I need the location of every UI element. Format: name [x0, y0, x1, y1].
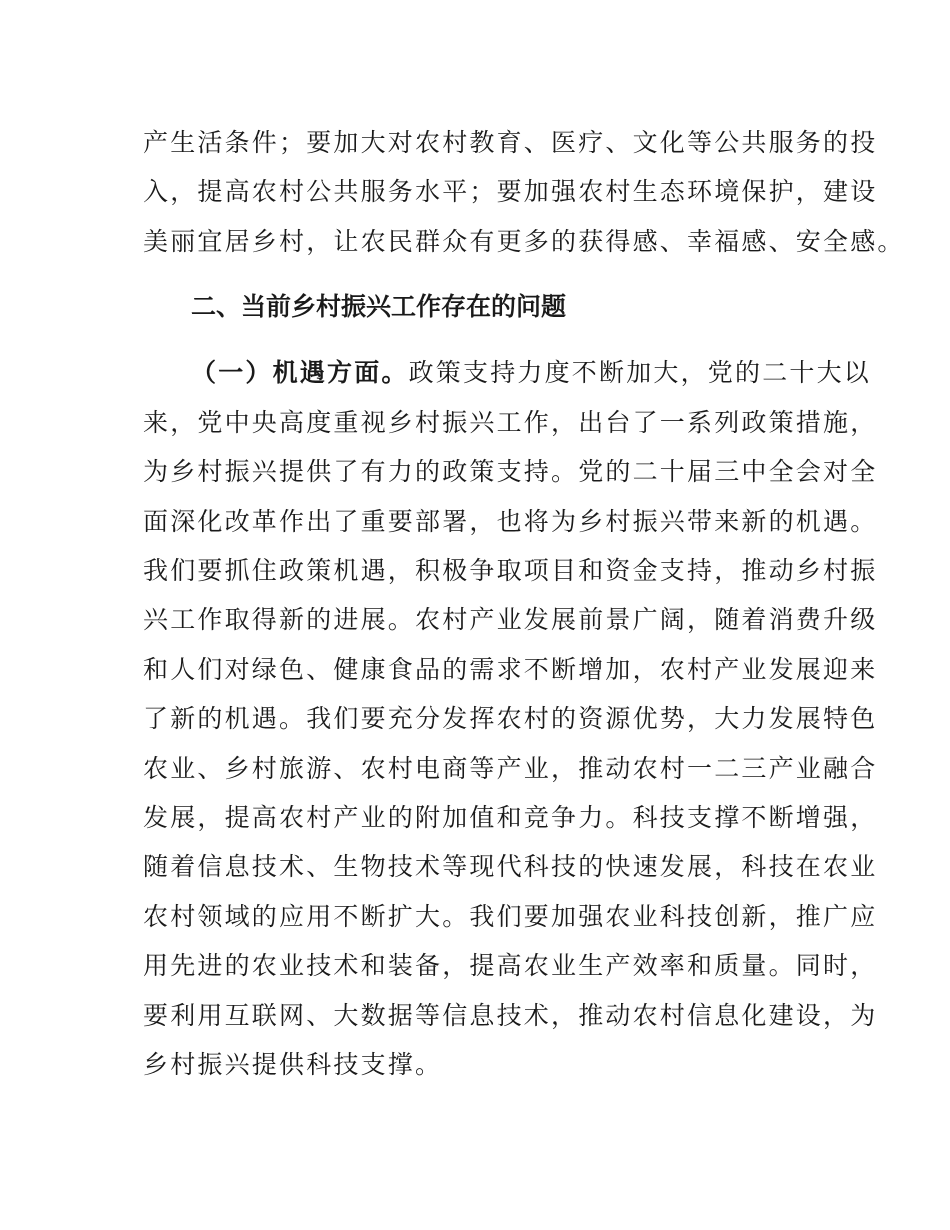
paragraph-line: 发展，提高农村产业的附加值和竞争力。科技支撑不断增强，	[143, 803, 878, 832]
paragraph-line: 和人们对绿色、健康食品的需求不断增加，农村产业发展迎来	[143, 655, 878, 684]
intro-line: 产生活条件；要加大对农村教育、医疗、文化等公共服务的投	[143, 128, 878, 157]
paragraph-line: 乡村振兴提供科技支撑。	[143, 1050, 443, 1079]
section-heading: 二、当前乡村振兴工作存在的问题	[191, 292, 567, 321]
paragraph-line: 来，党中央高度重视乡村振兴工作，出台了一系列政策措施，	[143, 408, 878, 437]
paragraph-line: 为乡村振兴提供了有力的政策支持。党的二十届三中全会对全	[143, 457, 878, 486]
subsection-lead: （一）机遇方面。	[191, 358, 409, 387]
paragraph-line: 了新的机遇。我们要充分发挥农村的资源优势，大力发展特色	[143, 704, 878, 733]
paragraph-line: 要利用互联网、大数据等信息技术，推动农村信息化建设，为	[143, 1001, 878, 1030]
paragraph-line: 农业、乡村旅游、农村电商等产业，推动农村一二三产业融合	[143, 754, 878, 783]
paragraph-line: 农村领域的应用不断扩大。我们要加强农业科技创新，推广应	[143, 902, 878, 931]
paragraph-first-line-text: 政策支持力度不断加大，党的二十大以	[408, 358, 872, 387]
intro-line: 美丽宜居乡村，让农民群众有更多的获得感、幸福感、安全感。	[143, 227, 905, 256]
paragraph-line: 我们要抓住政策机遇，积极争取项目和资金支持，推动乡村振	[143, 556, 878, 585]
paragraph-line: 兴工作取得新的进展。农村产业发展前景广阔，随着消费升级	[143, 605, 878, 634]
paragraph-line: 随着信息技术、生物技术等现代科技的快速发展，科技在农业	[143, 852, 878, 881]
intro-line: 入，提高农村公共服务水平；要加强农村生态环境保护，建设	[143, 177, 878, 206]
paragraph-first-line	[191, 353, 871, 393]
paragraph-line: 面深化改革作出了重要部署，也将为乡村振兴带来新的机遇。	[143, 507, 878, 536]
paragraph-line: 用先进的农业技术和装备，提高农业生产效率和质量。同时，	[143, 951, 878, 980]
